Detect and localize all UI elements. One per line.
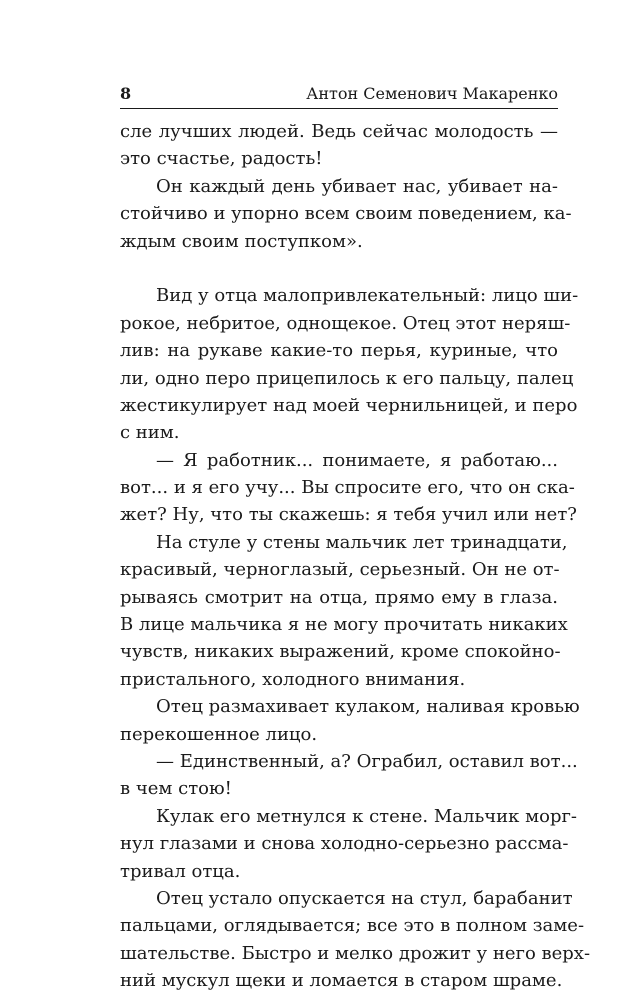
- text-line: ний мускул щеки и ломается в старом шраме.: [120, 970, 563, 992]
- page-number: 8: [120, 84, 132, 103]
- running-title: Антон Семенович Макаренко: [306, 84, 558, 103]
- header-rule: [120, 108, 558, 109]
- text-line: с ним.: [120, 422, 180, 444]
- text-line: Отец размахивает кулаком, наливая кровью: [156, 696, 580, 718]
- running-head: [120, 84, 558, 106]
- text-line: это счастье, радость!: [120, 148, 323, 170]
- text-line: жет? Ну, что ты скажешь: я тебя учил или нет?: [120, 504, 577, 526]
- text-line: Он каждый день убивает нас, убивает на-: [156, 175, 558, 197]
- text-line: красивый, черноглазый, серьезный. Он не от-: [120, 559, 560, 581]
- text-line: сле лучших людей. Ведь сейчас молодость —: [120, 121, 558, 142]
- text-line: шательстве. Быстро и мелко дрожит у него верх-: [120, 942, 591, 964]
- text-line: Отец устало опускается на стул, барабанит: [156, 887, 573, 909]
- text-line: ли, одно перо прицепилось к его пальцу, палец: [120, 367, 574, 389]
- text-line: перекошенное лицо.: [120, 723, 318, 745]
- text-line: стойчиво и упорно всем своим поведением, ка-: [120, 203, 572, 225]
- text-line: — Единственный, а? Ограбил, оставил вот...: [156, 750, 578, 772]
- text-line: Кулак его метнулся к стене. Мальчик морг-: [156, 805, 577, 827]
- text-line: нул глазами и снова холодно-серьезно рассма-: [120, 833, 569, 855]
- text-line: ждым своим поступком».: [120, 230, 363, 252]
- body-text: [120, 118, 591, 995]
- text-line: тривал отца.: [120, 860, 241, 882]
- text-line: — Я работник... понимаете, я работаю...: [156, 449, 558, 471]
- text-line: лив: на рукаве какие-то перья, куриные, что: [120, 340, 558, 362]
- text-line: жестикулирует над моей чернильницей, и перо: [120, 394, 578, 416]
- text-line: рокое, небритое, однощекое. Отец этот неряш-: [120, 312, 571, 334]
- text-line: В лице мальчика я не могу прочитать никаких: [120, 614, 568, 636]
- section-break: [120, 255, 558, 282]
- text-line: рываясь смотрит на отца, прямо ему в глаза.: [120, 586, 558, 608]
- text-line: вот... и я его учу... Вы спросите его, что он ска-: [120, 477, 575, 499]
- text-line: пальцами, оглядывается; все это в полном заме-: [120, 915, 585, 937]
- text-line: На стуле у стены мальчик лет тринадцати,: [156, 531, 568, 553]
- text-line: чувств, никаких выражений, кроме спокойно-: [120, 641, 561, 663]
- text-line: в чем стою!: [120, 778, 232, 800]
- text-line: пристального, холодного внимания.: [120, 668, 466, 690]
- text-line: Вид у отца малопривлекательный: лицо ши-: [156, 285, 579, 307]
